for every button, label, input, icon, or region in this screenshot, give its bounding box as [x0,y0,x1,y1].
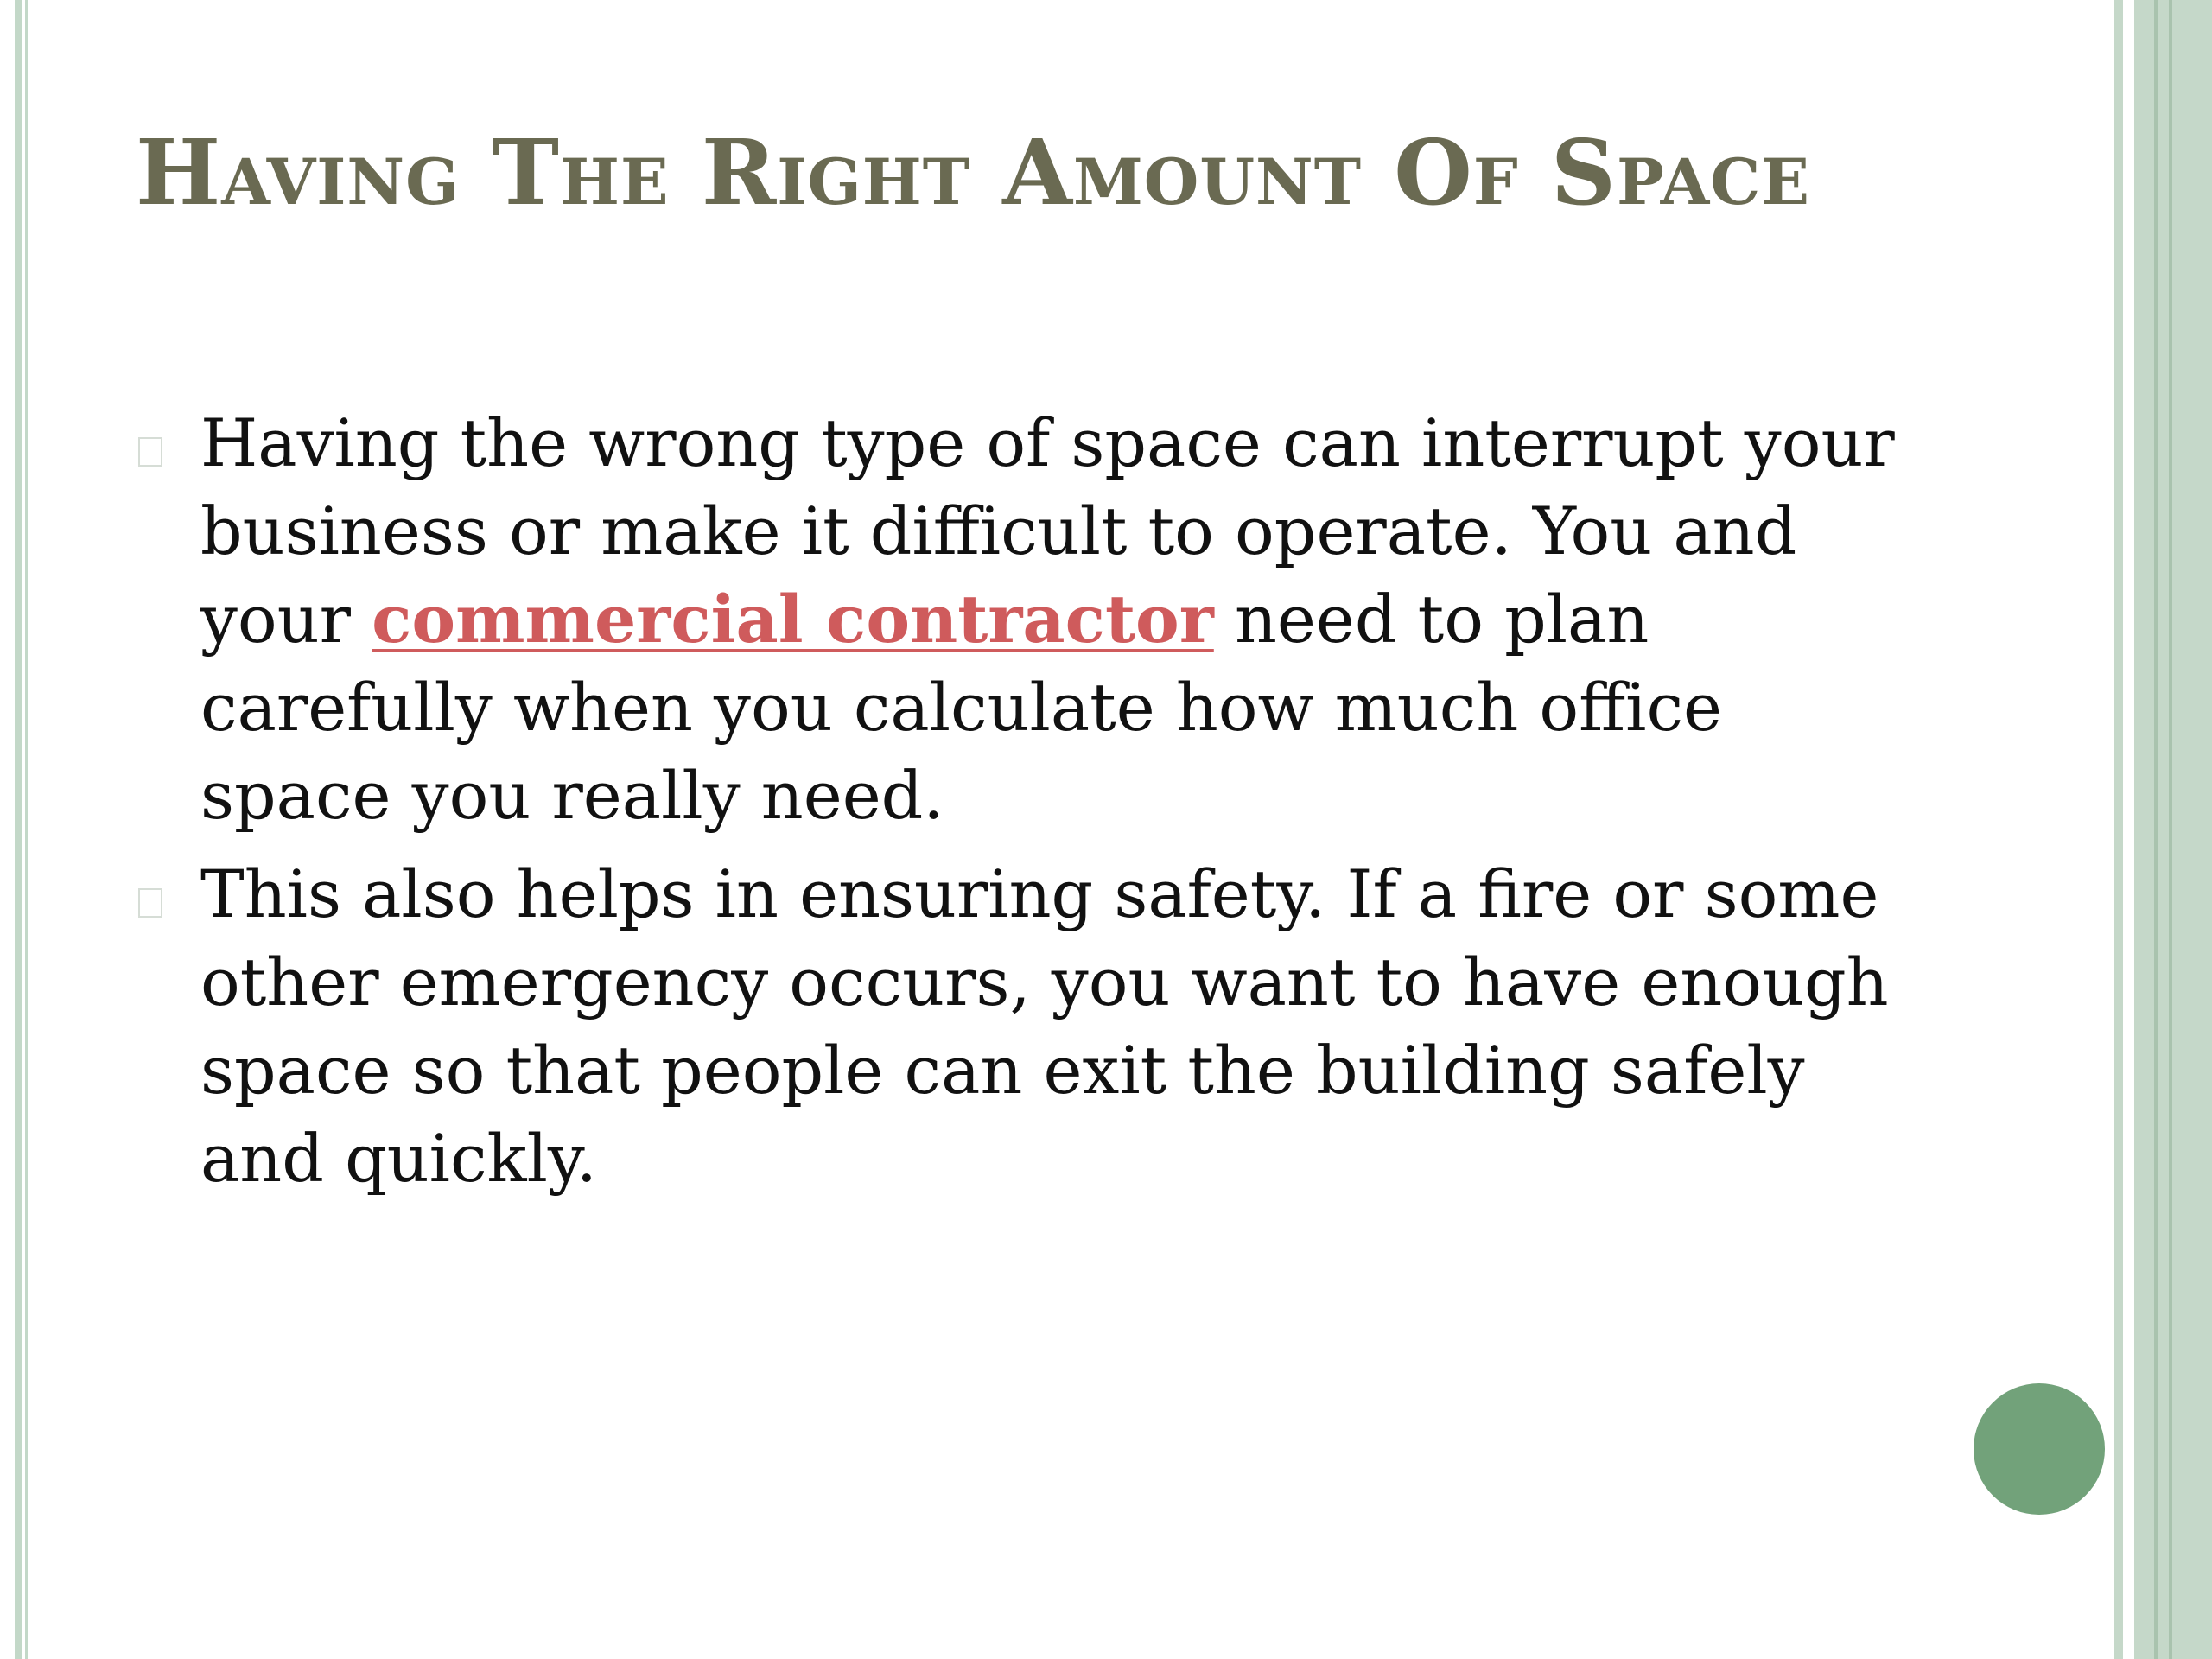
right-frame-line [2114,0,2123,1659]
right-frame-band [2134,0,2212,1659]
bullet-item [138,850,1918,1203]
left-frame-margin [0,0,9,1659]
bullet-text: This also helps in ensuring safety. If a fire or some other emergency occurs, you want to have enough space so that people can exit the building safely and quickly. [200,855,1889,1197]
bullet-text-after-link: need to plan carefully when you calculate how much office space you really need. [200,581,1723,834]
right-frame-stripe-2 [2169,0,2172,1659]
circle-decoration [1974,1383,2105,1515]
slide-title: Having The Right Amount Of Space [136,119,1810,226]
bullet-item [138,399,1918,840]
bullet-text-before-link: Having the wrong type of space can interrupt your business or make it difficult to operate. You and your [200,404,1895,658]
square-bullet-icon [138,437,162,467]
left-frame-line-thin [25,0,28,1659]
bullet-list [138,399,1918,1213]
square-bullet-icon [138,888,162,918]
right-frame-stripe-1 [2154,0,2158,1659]
left-frame-line [15,0,22,1659]
commercial-contractor-link[interactable]: commercial contractor [372,581,1214,658]
